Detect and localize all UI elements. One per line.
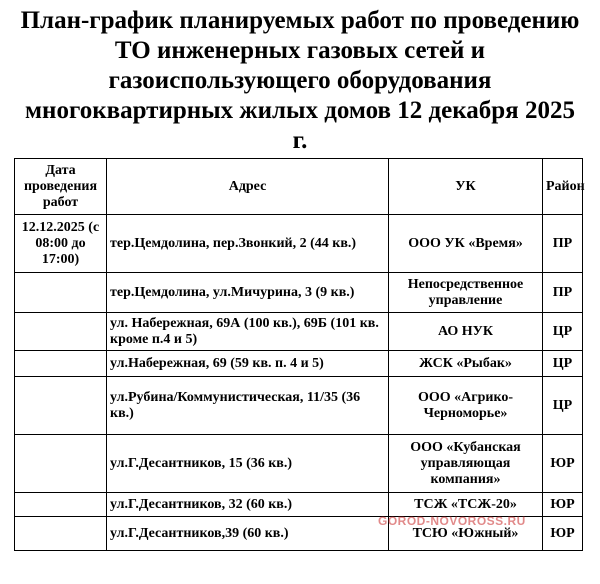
address-cell: ул.Г.Десантников, 15 (36 кв.) xyxy=(107,435,389,493)
title-line: План-график планируемых работ по проведению xyxy=(20,7,580,34)
table-row xyxy=(15,377,583,435)
title-line: г. xyxy=(292,127,308,154)
empty-date-cell xyxy=(15,313,107,351)
district-cell: ЮР xyxy=(543,493,583,517)
table-row xyxy=(15,273,583,313)
district-cell: ПР xyxy=(543,273,583,313)
title-line: многоквартирных жилых домов 12 декабря 2025 xyxy=(25,97,575,124)
empty-date-cell xyxy=(15,435,107,493)
header-district: Район xyxy=(543,159,583,215)
empty-date-cell xyxy=(15,517,107,551)
uk-cell: ЖСК «Рыбак» xyxy=(389,351,543,377)
uk-cell: ТСЮ «Южный» xyxy=(389,517,543,551)
address-cell: тер.Цемдолина, ул.Мичурина, 3 (9 кв.) xyxy=(107,273,389,313)
header-address: Адрес xyxy=(107,159,389,215)
district-cell: ЦР xyxy=(543,377,583,435)
address-cell: тер.Цемдолина, пер.Звонкий, 2 (44 кв.) xyxy=(107,215,389,273)
date-cell: 12.12.2025 (с 08:00 до 17:00) xyxy=(15,215,107,273)
district-cell: ЮР xyxy=(543,517,583,551)
uk-cell: ООО УК «Время» xyxy=(389,215,543,273)
table-row xyxy=(15,517,583,551)
table-row xyxy=(15,215,583,273)
table-row xyxy=(15,313,583,351)
empty-date-cell xyxy=(15,273,107,313)
watermark: GOROD-NOVOROSS.RU xyxy=(378,514,526,528)
uk-cell: ООО «Агрико-Черноморье» xyxy=(389,377,543,435)
table-header-row xyxy=(15,159,583,215)
district-cell: ЮР xyxy=(543,435,583,493)
table-row xyxy=(15,493,583,517)
address-cell: ул.Г.Десантников, 32 (60 кв.) xyxy=(107,493,389,517)
address-cell: ул. Набережная, 69А (100 кв.), 69Б (101 кв. кроме п.4 и 5) xyxy=(107,313,389,351)
header-date: Дата проведения работ xyxy=(15,159,107,215)
title-line: ТО инженерных газовых сетей и xyxy=(114,37,486,64)
uk-cell: ТСЖ «ТСЖ-20» xyxy=(389,493,543,517)
document-page xyxy=(0,6,600,584)
empty-date-cell xyxy=(15,351,107,377)
empty-date-cell xyxy=(15,377,107,435)
address-cell: ул.Рубина/Коммунистическая, 11/35 (36 кв.) xyxy=(107,377,389,435)
table-row xyxy=(15,435,583,493)
uk-cell: ООО «Кубанская управляющая компания» xyxy=(389,435,543,493)
district-cell: ПР xyxy=(543,215,583,273)
schedule-table xyxy=(14,158,583,551)
address-cell: ул.Набережная, 69 (59 кв. п. 4 и 5) xyxy=(107,351,389,377)
header-uk: УК xyxy=(389,159,543,215)
empty-date-cell xyxy=(15,493,107,517)
uk-cell: Непосредственное управление xyxy=(389,273,543,313)
page-title xyxy=(12,6,588,156)
district-cell: ЦР xyxy=(543,351,583,377)
title-line: газоиспользующего оборудования xyxy=(108,67,492,94)
district-cell: ЦР xyxy=(543,313,583,351)
address-cell: ул.Г.Десантников,39 (60 кв.) xyxy=(107,517,389,551)
uk-cell: АО НУК xyxy=(389,313,543,351)
table-row xyxy=(15,351,583,377)
